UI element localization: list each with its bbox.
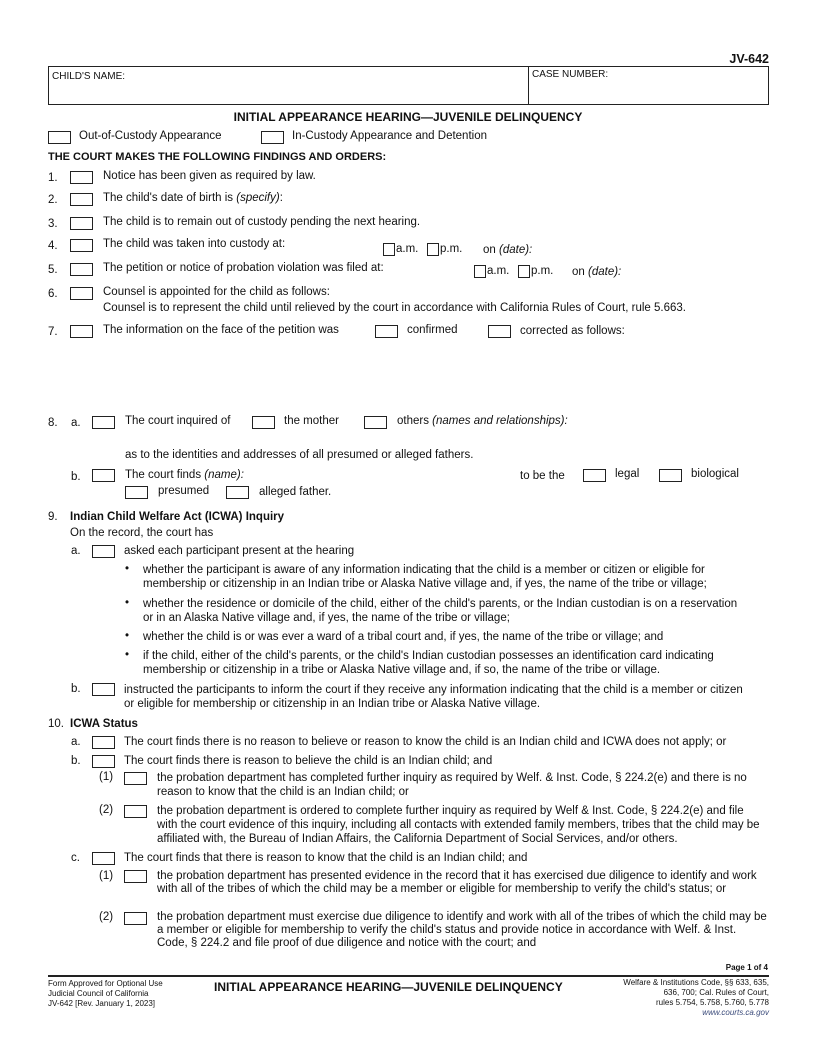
item-8b-to-be: to be the — [520, 470, 565, 482]
item-10b1-checkbox[interactable] — [124, 772, 147, 785]
item-10b1-number: (1) — [99, 771, 114, 783]
item-8a-mother-checkbox[interactable] — [252, 416, 275, 429]
findings-heading: THE COURT MAKES THE FOLLOWING FINDINGS AND ORDERS: — [48, 151, 387, 163]
item-10-heading: ICWA Status — [70, 718, 138, 730]
item-10b-checkbox[interactable] — [92, 755, 115, 768]
item-9a-text: asked each participant present at the hearing — [124, 545, 355, 557]
footer-left-2: Judicial Council of California — [48, 989, 149, 998]
item-5-text: The petition or notice of probation violation was filed at: — [103, 262, 384, 274]
page-number: Page 1 of 4 — [725, 963, 768, 972]
item-8b-alleged-label: alleged father. — [259, 486, 332, 498]
item-7-corrected-checkbox[interactable] — [488, 325, 511, 338]
item-7-number: 7. — [48, 326, 58, 338]
item-6-checkbox[interactable] — [70, 287, 93, 300]
item-8b-presumed-checkbox[interactable] — [125, 486, 148, 499]
item-4-pm-checkbox[interactable] — [427, 243, 439, 256]
item-7-confirmed-checkbox[interactable] — [375, 325, 398, 338]
item-2-specify: (specify) — [236, 192, 280, 204]
item-1-checkbox[interactable] — [70, 171, 93, 184]
item-8-number: 8. — [48, 417, 58, 429]
item-8b-name-spec: (name): — [204, 469, 244, 481]
case-number-label: CASE NUMBER: — [532, 69, 609, 80]
item-10b-text: The court finds there is reason to believe the child is an Indian child; and — [124, 755, 493, 767]
item-10b2-text: the probation department is ordered to complete further inquiry as required by Welf & Inst. Code, § 224.2(e) and file with the court evidence of this inquiry, including all contacts with extended family members, tribes that the child may be affiliated with, the Bureau of Indian Affairs, the California Department of Social Services, and/or others. — [157, 805, 760, 845]
out-custody-checkbox[interactable] — [48, 131, 71, 144]
item-9a-checkbox[interactable] — [92, 545, 115, 558]
bullet-2-dot: • — [125, 597, 130, 609]
out-custody-label: Out-of-Custody Appearance — [79, 130, 222, 142]
footer-right-2: 636, 700; Cal. Rules of Court, — [663, 988, 769, 997]
item-3-text: The child is to remain out of custody pending the next hearing. — [103, 216, 421, 228]
item-8b-text — [125, 469, 244, 481]
footer-title: INITIAL APPEARANCE HEARING—JUVENILE DELINQUENCY — [214, 980, 563, 994]
footer-rule — [48, 975, 769, 977]
item-2-label: The child's date of birth is — [103, 192, 234, 204]
item-4-am-checkbox[interactable] — [383, 243, 395, 256]
item-6-number: 6. — [48, 288, 58, 300]
child-name-label: CHILD'S NAME: — [52, 71, 126, 82]
item-10a-text: The court finds there is no reason to believe or reason to know the child is an Indian child and ICWA does not apply; or — [124, 736, 727, 748]
item-5-pm-checkbox[interactable] — [518, 265, 530, 278]
item-3-number: 3. — [48, 218, 58, 230]
item-4-date: (date): — [499, 244, 533, 256]
item-1-text: Notice has been given as required by law. — [103, 170, 316, 182]
item-4-am-label: a.m. — [396, 243, 419, 255]
bullet-4-dot: • — [125, 649, 130, 661]
item-2-number: 2. — [48, 194, 58, 206]
item-4-checkbox[interactable] — [70, 239, 93, 252]
item-5-date-label — [572, 266, 621, 278]
form-number: JV-642 — [729, 52, 769, 66]
item-6-text-2: Counsel is to represent the child until relieved by the court in accordance with California Rules of Court, rule 5.663. — [103, 302, 686, 314]
item-8b-biological-checkbox[interactable] — [659, 469, 682, 482]
item-7-checkbox[interactable] — [70, 325, 93, 338]
item-8a-as-to: as to the identities and addresses of all presumed or alleged fathers. — [125, 449, 474, 461]
item-8a-others: others — [397, 415, 429, 427]
footer-right-1: Welfare & Institutions Code, §§ 633, 635, — [623, 978, 769, 987]
item-8a-others-label — [397, 415, 568, 427]
item-8b-biological-label: biological — [691, 468, 739, 480]
item-2-text — [103, 192, 283, 204]
item-9b-letter: b. — [71, 683, 81, 695]
footer-left-1: Form Approved for Optional Use — [48, 979, 163, 988]
item-5-number: 5. — [48, 264, 58, 276]
item-9b-text: instructed the participants to inform the court if they receive any information indicating that the child is a member or citizen or eligible for membership or citizenship in an Indian tribe or Alaska Native village. — [124, 684, 743, 710]
item-3-checkbox[interactable] — [70, 217, 93, 230]
item-10c-letter: c. — [71, 852, 80, 864]
item-4-text: The child was taken into custody at: — [103, 238, 286, 250]
item-8b-presumed-label: presumed — [158, 485, 210, 497]
item-10c2-text: the probation department must exercise due diligence to identify and work with all of the tribes of which the child may be a member or eligible for membership to verify the child's status and provide notice in accordance with Welf. & Inst. Code, § 224.2 and file proof of due diligence and notice with the court; and — [157, 911, 767, 949]
item-10a-checkbox[interactable] — [92, 736, 115, 749]
bullet-3-dot: • — [125, 630, 130, 642]
header-divider — [528, 66, 529, 105]
item-10b2-number: (2) — [99, 804, 114, 816]
item-10c-checkbox[interactable] — [92, 852, 115, 865]
item-4-number: 4. — [48, 240, 58, 252]
item-9-heading: Indian Child Welfare Act (ICWA) Inquiry — [70, 511, 285, 523]
item-10a-letter: a. — [71, 736, 81, 748]
item-8b-letter: b. — [71, 471, 81, 483]
item-5-am-checkbox[interactable] — [474, 265, 486, 278]
item-8a-mother-label: the mother — [284, 415, 339, 427]
item-5-date: (date): — [588, 266, 622, 278]
item-10c2-checkbox[interactable] — [124, 912, 147, 925]
item-8b-legal-label: legal — [615, 468, 640, 480]
item-9a-letter: a. — [71, 545, 81, 557]
bullet-2-text: whether the residence or domicile of the child, either of the child's parents, or the Indian custodian is on a reservation or in an Alaska Native village and, if yes, the name of the tribe or village; — [143, 598, 738, 624]
bullet-1-dot: • — [125, 563, 130, 575]
item-9b-checkbox[interactable] — [92, 683, 115, 696]
item-10c2-number: (2) — [99, 911, 114, 923]
header-box — [48, 66, 769, 105]
item-8b-legal-checkbox[interactable] — [583, 469, 606, 482]
footer-left-3: JV-642 [Rev. January 1, 2023] — [48, 999, 156, 1008]
item-8a-text: The court inquired of — [125, 415, 231, 427]
item-2-colon: : — [279, 192, 283, 204]
item-4-pm-label: p.m. — [440, 243, 463, 255]
item-8a-others-checkbox[interactable] — [364, 416, 387, 429]
footer-url[interactable]: www.courts.ca.gov — [702, 1008, 769, 1017]
item-10b1-text: the probation department has completed further inquiry as required by Welf. & Inst. Code, § 224.2(e) and there is no reason to know that the child is an Indian child; or — [157, 772, 747, 798]
item-7-corrected-label: corrected as follows: — [520, 325, 625, 337]
item-4-date-label — [483, 244, 532, 256]
in-custody-checkbox[interactable] — [261, 131, 284, 144]
item-10b-letter: b. — [71, 755, 81, 767]
item-5-on: on — [572, 266, 585, 278]
item-8b-checkbox[interactable] — [92, 469, 115, 482]
item-9-record: On the record, the court has — [70, 527, 214, 539]
item-10c-text: The court finds that there is reason to know that the child is an Indian child; and — [124, 852, 528, 864]
item-5-am-label: a.m. — [487, 265, 510, 277]
page-title: INITIAL APPEARANCE HEARING—JUVENILE DELINQUENCY — [233, 110, 583, 124]
item-10c1-checkbox[interactable] — [124, 870, 147, 883]
item-10-number: 10. — [48, 718, 64, 730]
item-8b-label: The court finds — [125, 469, 202, 481]
in-custody-label: In-Custody Appearance and Detention — [292, 130, 487, 142]
item-10c1-number: (1) — [99, 870, 114, 882]
item-8b-alleged-checkbox[interactable] — [226, 486, 249, 499]
bullet-4-text: if the child, either of the child's parents, or the child's Indian custodian possesses an identification card indicating membership or citizenship in a tribe or Alaska Native village and, if so, the name of the tribe or village. — [143, 650, 714, 676]
item-7-confirmed-label: confirmed — [407, 324, 458, 336]
item-8a-others-spec: (names and relationships): — [432, 415, 568, 427]
item-5-pm-label: p.m. — [531, 265, 554, 277]
bullet-1-text: whether the participant is aware of any information indicating that the child is a member or citizen or eligible for membership or citizenship in an Indian tribe or Alaska Native village and, if yes, the name of the tribe or village; — [143, 564, 707, 590]
bullet-3-text: whether the child is or was ever a ward of a tribal court and, if yes, the name of the tribe or village; and — [143, 631, 664, 643]
item-6-text: Counsel is appointed for the child as follows: — [103, 286, 330, 298]
item-8a-letter: a. — [71, 417, 81, 429]
item-10c1-text: the probation department has presented evidence in the record that it has exercised due diligence to identify and work with all of the tribes of which the child may be a member or eligible for membership to verify the child's status; or — [157, 870, 757, 895]
item-4-on: on — [483, 244, 496, 256]
item-8a-checkbox[interactable] — [92, 416, 115, 429]
item-1-number: 1. — [48, 172, 58, 184]
item-9-number: 9. — [48, 511, 58, 523]
item-7-text: The information on the face of the petition was — [103, 324, 339, 336]
item-5-checkbox[interactable] — [70, 263, 93, 276]
item-2-checkbox[interactable] — [70, 193, 93, 206]
footer-right-3: rules 5.754, 5.758, 5.760, 5.778 — [656, 998, 769, 1007]
item-10b2-checkbox[interactable] — [124, 805, 147, 818]
